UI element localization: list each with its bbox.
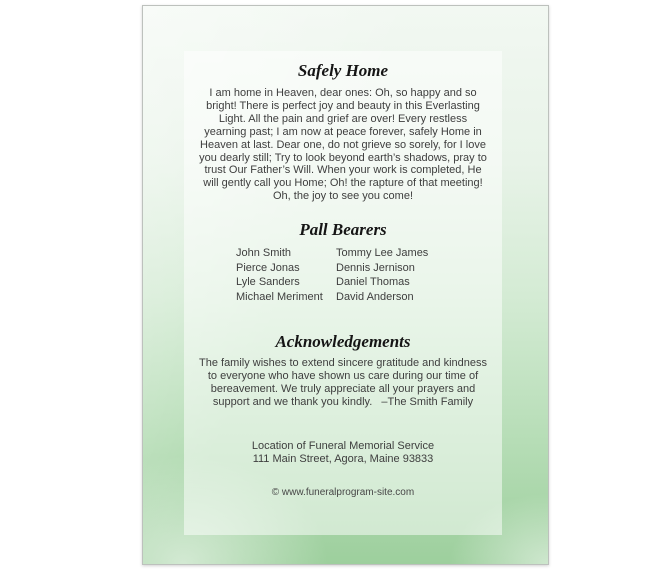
pallbearer-name: John Smith: [236, 247, 292, 259]
copyright-text: © www.funeralprogram-site.com: [271, 487, 415, 498]
acknowledgement-line: support and we thank you kindly. –The Smith Family: [212, 396, 474, 408]
poem-line: trust Our Father’s Will. When your work is completed, He: [204, 164, 482, 177]
location-line: Location of Funeral Memorial Service: [251, 440, 435, 452]
content-panel: [184, 51, 502, 535]
service-location: [184, 440, 502, 465]
poem-line: I am home in Heaven, dear ones: Oh, so happy and so: [209, 87, 477, 99]
acknowledgements-heading: Acknowledgements: [275, 332, 411, 351]
poem-line: yearning past; I am now at peace forever, safely Home in: [204, 125, 482, 138]
poem-line: bright! There is perfect joy and beauty in this Everlasting: [206, 99, 480, 112]
poem-line: Light. All the pain and grief are over! Every restless: [218, 112, 468, 125]
poem-line: you dearly still; Try to look beyond earth’s shadows, pray to: [199, 151, 487, 164]
pallbearers-right-column: [336, 246, 428, 304]
poem-text: [184, 87, 502, 203]
pallbearer-name: Dennis Jernison: [336, 261, 415, 274]
pallbearers-left-column: [236, 246, 323, 304]
poem-title: Safely Home: [297, 61, 389, 80]
pallbearer-name: Tommy Lee James: [336, 247, 429, 259]
pallbearer-name: Lyle Sanders: [236, 276, 300, 289]
acknowledgement-line: bereavement. We truly appreciate all your prayers and: [210, 383, 476, 395]
pallbearers-heading: Pall Bearers: [299, 220, 387, 239]
poem-line: will gently call you Home; Oh! the rapture of that meeting!: [203, 177, 483, 190]
pallbearer-name: Michael Meriment: [236, 290, 323, 303]
program-card: [142, 5, 549, 565]
acknowledgement-line: to everyone who have shown us care during our time of: [207, 370, 479, 382]
pallbearer-name: Daniel Thomas: [336, 276, 410, 289]
location-line: 111 Main Street, Agora, Maine 93833: [252, 452, 434, 465]
acknowledgement-line: The family wishes to extend sincere gratitude and kindness: [199, 357, 487, 369]
pallbearer-name: Pierce Jonas: [236, 261, 300, 274]
poem-line: Heaven at last. Dear one, do not grieve so sorely, for I love: [200, 138, 486, 151]
poem-line: Oh, the joy to see you come!: [272, 190, 414, 203]
pallbearer-name: David Anderson: [336, 290, 414, 303]
acknowledgements-text: [184, 357, 502, 409]
